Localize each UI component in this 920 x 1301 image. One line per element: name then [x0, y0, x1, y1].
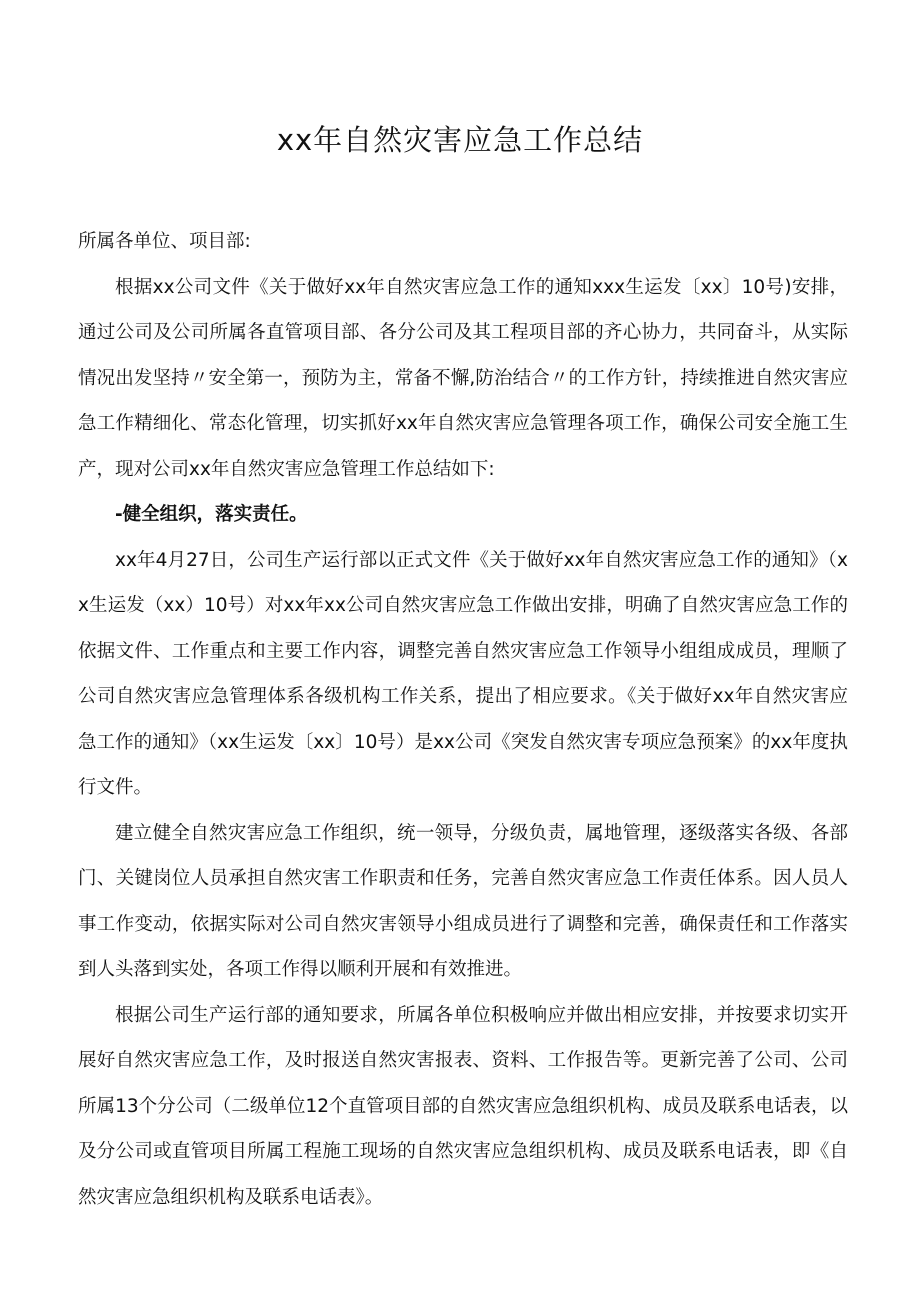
section-heading: -健全组织，落实责任。 — [115, 504, 308, 525]
paragraph-organization: 建立健全自然灾害应急工作组织，统一领导，分级负责，属地管理，逐级落实各级、各部门、关键岗位人员承担自然灾害工作职责和任务，完善自然灾害应急工作责任体系。因人员人事工作变动，依据实际对公司自然灾害领导小组成员进行了调整和完善，确保责任和工作落实到人头落到实处，各项工作得以顺利开展和有效推进。 — [78, 822, 848, 980]
document-body — [78, 219, 848, 1220]
salutation: 所属各单位、项目部: — [78, 231, 251, 252]
paragraph-notice: xx年4月27日，公司生产运行部以正式文件《关于做好xx年自然灾害应急工作的通知》（xx生运发（xx）10号）对xx年xx公司自然灾害应急工作做出安排，明确了自然灾害应急工作的依据文件、工作重点和主要工作内容，调整完善自然灾害应急工作领导小组组成成员，理顺了公司自然灾害应急管理体系各级机构工作关系，提出了相应要求。《关于做好xx年自然灾害应急工作的通知》（xx生运发〔xx〕10号）是xx公司《突发自然灾害专项应急预案》的xx年度执行文件。 — [78, 549, 848, 798]
paragraph-intro: 根据xx公司文件《关于做好xx年自然灾害应急工作的通知xxx生运发〔xx〕10号)安排，通过公司及公司所属各直管项目部、各分公司及其工程项目部的齐心协力，共同奋斗，从实际情况出发坚持〃安全第一，预防为主，常备不懈,防治结合〃的工作方针，持续推进自然灾害应急工作精细化、常态化管理，切实抓好xx年自然灾害应急管理各项工作，确保公司安全施工生产，现对公司xx年自然灾害应急管理工作总结如下: — [78, 276, 848, 480]
document-title: xx年自然灾害应急工作总结 — [276, 123, 644, 157]
paragraph-implementation: 根据公司生产运行部的通知要求，所属各单位积极响应并做出相应安排，并按要求切实开展好自然灾害应急工作，及时报送自然灾害报表、资料、工作报告等。更新完善了公司、公司所属13个分公司（二级单位12个直管项目部的自然灾害应急组织机构、成员及联系电话表，以及分公司或直管项目所属工程施工现场的自然灾害应急组织机构、成员及联系电话表，即《自然灾害应急组织机构及联系电话表》。 — [78, 1004, 848, 1208]
